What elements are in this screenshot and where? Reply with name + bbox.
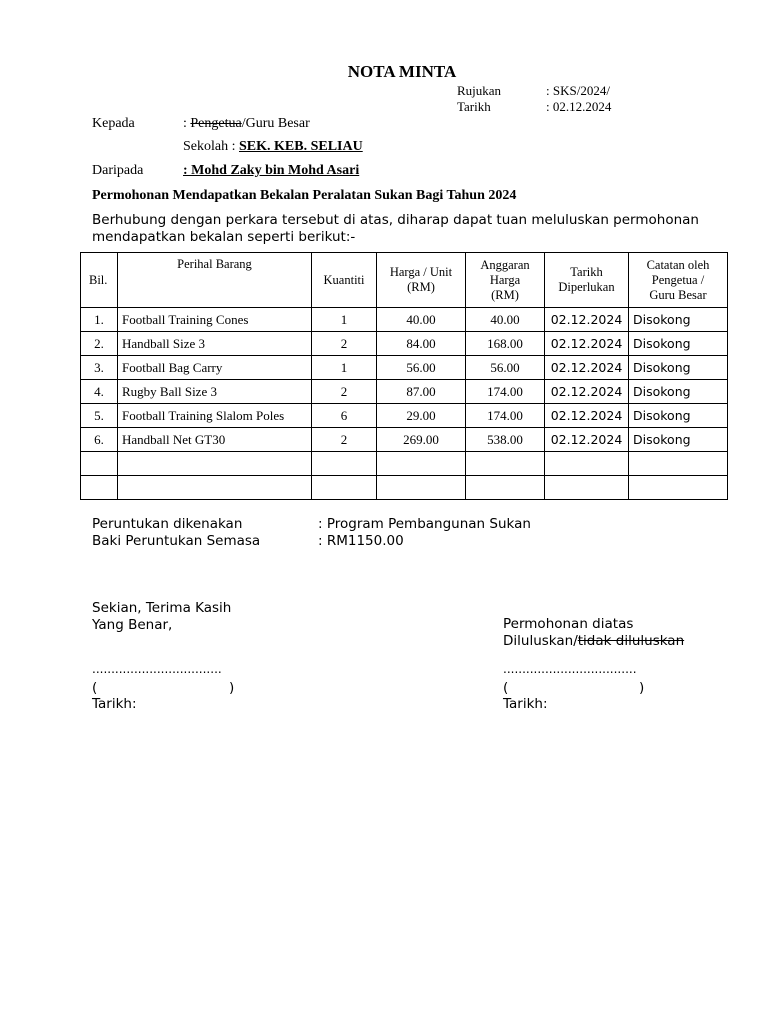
cell-bil: 4. — [81, 380, 118, 404]
signature-paren-close-right: ) — [639, 680, 645, 696]
tarikh-value: : 02.12.2024 — [546, 99, 612, 114]
kepada-label: Kepada — [92, 116, 135, 131]
sekolah-line — [183, 139, 363, 155]
kepada-struck: Pengetua — [190, 116, 242, 131]
baki-label: Baki Peruntukan Semasa — [92, 533, 261, 549]
cell-note: Disokong — [629, 356, 728, 380]
signature-line-left: .................................. — [92, 662, 222, 676]
cell-total: 56.00 — [466, 356, 545, 380]
cell-total: 538.00 — [466, 428, 545, 452]
cell-total: 40.00 — [466, 308, 545, 332]
header-perihal: Perihal Barang — [118, 253, 312, 308]
cell-empty — [81, 476, 118, 500]
cell-note: Disokong — [629, 404, 728, 428]
cell-unit-price: 84.00 — [377, 332, 466, 356]
header-kuantiti: Kuantiti — [312, 253, 377, 308]
cell-empty — [377, 476, 466, 500]
items-table — [80, 252, 728, 500]
table-row — [81, 356, 728, 380]
cell-qty: 1 — [312, 308, 377, 332]
cell-total: 174.00 — [466, 380, 545, 404]
signature-line-right: ................................... — [503, 662, 637, 676]
header-catatan-2: Pengetua / — [651, 272, 705, 287]
table-row — [81, 428, 728, 452]
table-row — [81, 308, 728, 332]
approval-rejected: tidak diluluskan — [577, 633, 685, 649]
cell-date: 02.12.2024 — [545, 380, 629, 404]
peruntukan-label: Peruntukan dikenakan — [92, 516, 243, 532]
cell-item: Handball Net GT30 — [118, 428, 312, 452]
approval-approved: Diluluskan/ — [503, 633, 578, 649]
cell-item: Football Training Cones — [118, 308, 312, 332]
peruntukan-value: : Program Pembangunan Sukan — [318, 516, 531, 532]
approval-line-1: Permohonan diatas — [503, 616, 634, 632]
cell-empty — [377, 452, 466, 476]
document-title: NOTA MINTA — [347, 62, 457, 81]
tarikh-label: Tarikh — [457, 99, 491, 114]
cell-total: 174.00 — [466, 404, 545, 428]
cell-unit-price: 269.00 — [377, 428, 466, 452]
cell-empty — [466, 476, 545, 500]
cell-bil: 1. — [81, 308, 118, 332]
cell-unit-price: 40.00 — [377, 308, 466, 332]
subject-line: Permohonan Mendapatkan Bekalan Peralatan Sukan Bagi Tahun 2024 — [92, 188, 517, 203]
cell-note: Disokong — [629, 380, 728, 404]
cell-note: Disokong — [629, 428, 728, 452]
cell-qty: 2 — [312, 428, 377, 452]
cell-unit-price: 29.00 — [377, 404, 466, 428]
header-anggaran-2: Harga — [489, 272, 521, 287]
signature-paren-open-left: ( — [92, 680, 98, 696]
table-header-row — [81, 253, 728, 308]
header-harga — [377, 253, 466, 308]
cell-empty — [118, 452, 312, 476]
approval-line-2 — [503, 633, 684, 649]
cell-unit-price: 87.00 — [377, 380, 466, 404]
cell-empty — [466, 452, 545, 476]
sekolah-label: Sekolah : — [183, 139, 239, 154]
cell-empty — [629, 476, 728, 500]
header-catatan — [629, 253, 728, 308]
cell-item: Rugby Ball Size 3 — [118, 380, 312, 404]
signature-date-right: Tarikh: — [503, 696, 548, 712]
signature-paren-open-right: ( — [503, 680, 509, 696]
cell-empty — [545, 476, 629, 500]
cell-qty: 2 — [312, 332, 377, 356]
table-row-empty — [81, 476, 728, 500]
header-harga-1: Harga / Unit — [389, 265, 453, 279]
header-anggaran — [466, 253, 545, 308]
cell-bil: 5. — [81, 404, 118, 428]
cell-date: 02.12.2024 — [545, 332, 629, 356]
table-row-empty — [81, 452, 728, 476]
sekolah-value: SEK. KEB. SELIAU — [239, 139, 363, 154]
cell-empty — [118, 476, 312, 500]
table-row — [81, 332, 728, 356]
baki-value: : RM1150.00 — [318, 533, 404, 549]
cell-date: 02.12.2024 — [545, 308, 629, 332]
cell-date: 02.12.2024 — [545, 356, 629, 380]
cell-qty: 1 — [312, 356, 377, 380]
cell-empty — [312, 476, 377, 500]
cell-note: Disokong — [629, 332, 728, 356]
header-harga-2: (RM) — [407, 280, 435, 294]
header-anggaran-3: (RM) — [491, 287, 519, 302]
intro-line-1: Berhubung dengan perkara tersebut di atas, diharap dapat tuan meluluskan permohonan — [92, 212, 699, 228]
cell-item: Football Bag Carry — [118, 356, 312, 380]
table-row — [81, 380, 728, 404]
cell-empty — [545, 452, 629, 476]
closing-line-1: Sekian, Terima Kasih — [92, 600, 232, 616]
signature-date-left: Tarikh: — [92, 696, 137, 712]
cell-empty — [629, 452, 728, 476]
daripada-label: Daripada — [92, 163, 144, 178]
closing-line-2: Yang Benar, — [92, 617, 173, 633]
header-tarikh-2: Diperlukan — [558, 280, 615, 294]
cell-unit-price: 56.00 — [377, 356, 466, 380]
header-bil: Bil. — [81, 253, 118, 308]
header-tarikh-1: Tarikh — [570, 265, 603, 279]
rujukan-value: : SKS/2024/ — [546, 83, 610, 98]
table-row — [81, 404, 728, 428]
cell-date: 02.12.2024 — [545, 404, 629, 428]
kepada-rest: /Guru Besar — [241, 116, 310, 131]
signature-paren-close-left: ) — [229, 680, 235, 696]
kepada-value — [183, 116, 310, 132]
cell-empty — [81, 452, 118, 476]
cell-qty: 6 — [312, 404, 377, 428]
header-anggaran-1: Anggaran — [480, 257, 530, 272]
cell-empty — [312, 452, 377, 476]
cell-bil: 6. — [81, 428, 118, 452]
daripada-name: : Mohd Zaky bin Mohd Asari — [183, 163, 360, 178]
header-tarikh — [545, 253, 629, 308]
cell-bil: 3. — [81, 356, 118, 380]
cell-qty: 2 — [312, 380, 377, 404]
cell-note: Disokong — [629, 308, 728, 332]
header-catatan-3: Guru Besar — [649, 287, 707, 302]
daripada-value — [183, 163, 359, 179]
header-catatan-1: Catatan oleh — [646, 257, 710, 272]
kepada-colon: : — [183, 116, 191, 131]
rujukan-label: Rujukan — [457, 83, 502, 98]
cell-date: 02.12.2024 — [545, 428, 629, 452]
cell-bil: 2. — [81, 332, 118, 356]
cell-item: Football Training Slalom Poles — [118, 404, 312, 428]
cell-total: 168.00 — [466, 332, 545, 356]
cell-item: Handball Size 3 — [118, 332, 312, 356]
intro-line-2: mendapatkan bekalan seperti berikut:- — [92, 229, 356, 245]
